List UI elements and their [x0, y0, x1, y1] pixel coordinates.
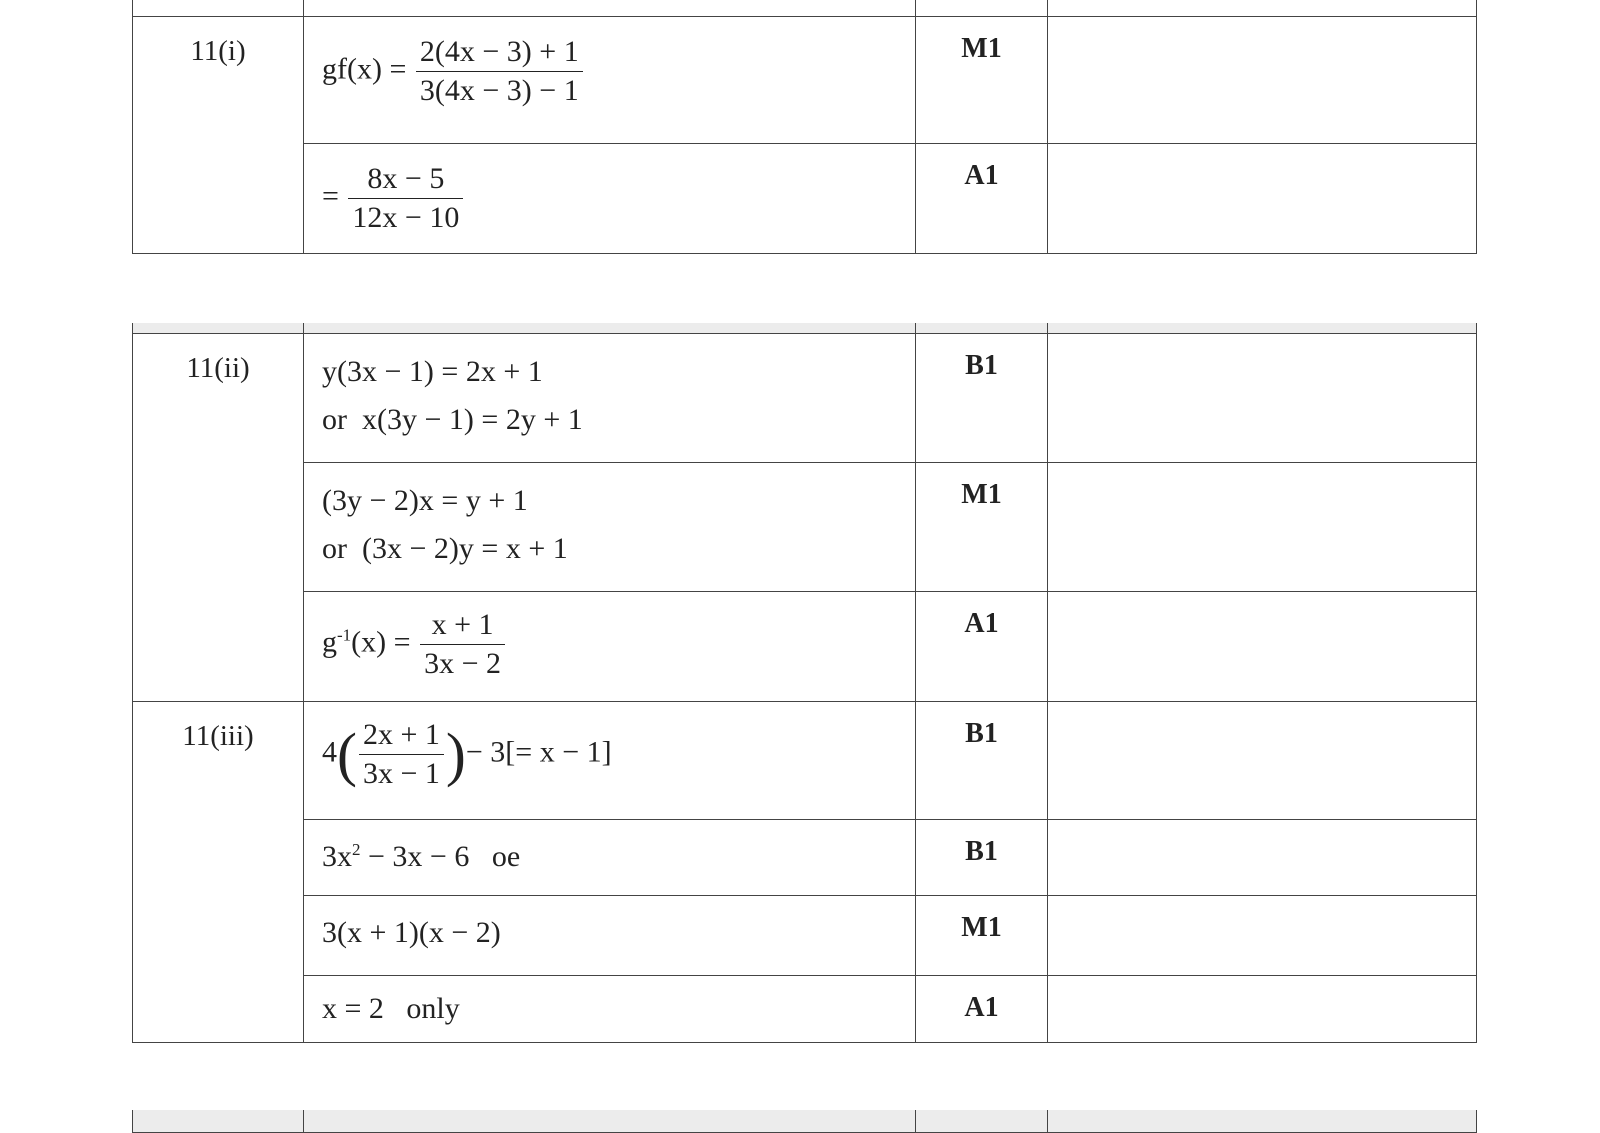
guidance-cell [1048, 592, 1477, 702]
fraction [348, 162, 463, 235]
mark-code: A1 [916, 976, 1048, 1043]
guidance-cell [1048, 976, 1477, 1043]
equals-sign: = [322, 179, 339, 213]
denominator: 12x − 10 [348, 198, 463, 235]
numerator: 8x − 5 [367, 162, 445, 195]
expression-tail: − 3[= x − 1] [465, 735, 612, 769]
denominator: 3x − 1 [359, 754, 444, 791]
answer-cell [304, 702, 916, 820]
equation-line: (3y − 2)x = y + 1 [322, 484, 528, 517]
answer-cell [304, 896, 916, 976]
mark-code: B1 [916, 820, 1048, 896]
answer-cell [304, 820, 916, 896]
oe-label: oe [491, 840, 521, 873]
answer-cell [304, 976, 916, 1043]
mark-code: B1 [916, 334, 1048, 463]
expression-part: − 3x − 6 [360, 840, 470, 873]
guidance-cell [1048, 896, 1477, 976]
table-row [133, 592, 1477, 702]
mark-scheme-table-2 [132, 323, 1477, 1043]
superscript: 2 [352, 840, 361, 859]
mark-code: B1 [916, 702, 1048, 820]
mark-code: M1 [916, 896, 1048, 976]
question-number: 11(i) [133, 17, 304, 254]
equation-alt: (3x − 2)y = x + 1 [362, 532, 568, 565]
or-label: or [322, 403, 347, 436]
or-label: or [322, 532, 347, 565]
table-row [133, 144, 1477, 254]
guidance-cell [1048, 334, 1477, 463]
answer-cell [304, 592, 916, 702]
table-row [133, 17, 1477, 144]
fraction [416, 35, 583, 108]
function-name: g [322, 625, 337, 659]
table-row [133, 0, 1477, 17]
numerator: 2x + 1 [362, 718, 440, 751]
mark-code: A1 [916, 144, 1048, 254]
expression-part: 3x [322, 840, 352, 873]
solution-expression: x = 2 [322, 992, 384, 1025]
equation-line [322, 396, 915, 444]
coefficient: 4 [322, 735, 337, 769]
inverse-superscript: -1 [337, 625, 352, 645]
guidance-cell [1048, 702, 1477, 820]
mark-code: M1 [916, 463, 1048, 592]
fraction [420, 608, 505, 681]
table-row [133, 896, 1477, 976]
answer-cell [304, 334, 916, 463]
equation-line: y(3x − 1) = 2x + 1 [322, 355, 543, 388]
guidance-cell [1048, 463, 1477, 592]
answer-cell [304, 463, 916, 592]
table-row [133, 323, 1477, 334]
table-row [133, 702, 1477, 820]
table-row [133, 1110, 1477, 1132]
mark-code: A1 [916, 592, 1048, 702]
equation-alt: x(3y − 1) = 2y + 1 [362, 403, 583, 436]
expression-lhs: (x) = [351, 625, 411, 659]
guidance-cell [1048, 17, 1477, 144]
mark-code: M1 [916, 17, 1048, 144]
only-label: only [406, 992, 460, 1025]
denominator: 3(4x − 3) − 1 [416, 71, 583, 108]
factorised-expression: 3(x + 1)(x − 2) [322, 916, 501, 949]
question-number: 11(ii) [133, 334, 304, 702]
guidance-cell [1048, 144, 1477, 254]
mark-scheme-table-1 [132, 0, 1477, 254]
numerator: x + 1 [431, 608, 494, 641]
table-row [133, 976, 1477, 1043]
table-row [133, 820, 1477, 896]
open-paren: ( [337, 721, 357, 788]
numerator: 2(4x − 3) + 1 [419, 35, 579, 68]
expression-lhs: gf(x) = [322, 52, 407, 86]
close-paren: ) [445, 721, 466, 788]
answer-cell [304, 144, 916, 254]
answer-cell [304, 17, 916, 144]
guidance-cell [1048, 820, 1477, 896]
table-row [133, 463, 1477, 592]
fraction [359, 718, 444, 791]
equation-line [322, 525, 915, 573]
mark-scheme-table-3 [132, 1110, 1477, 1133]
denominator: 3x − 2 [420, 644, 505, 681]
table-row [133, 334, 1477, 463]
question-number: 11(iii) [133, 702, 304, 1043]
